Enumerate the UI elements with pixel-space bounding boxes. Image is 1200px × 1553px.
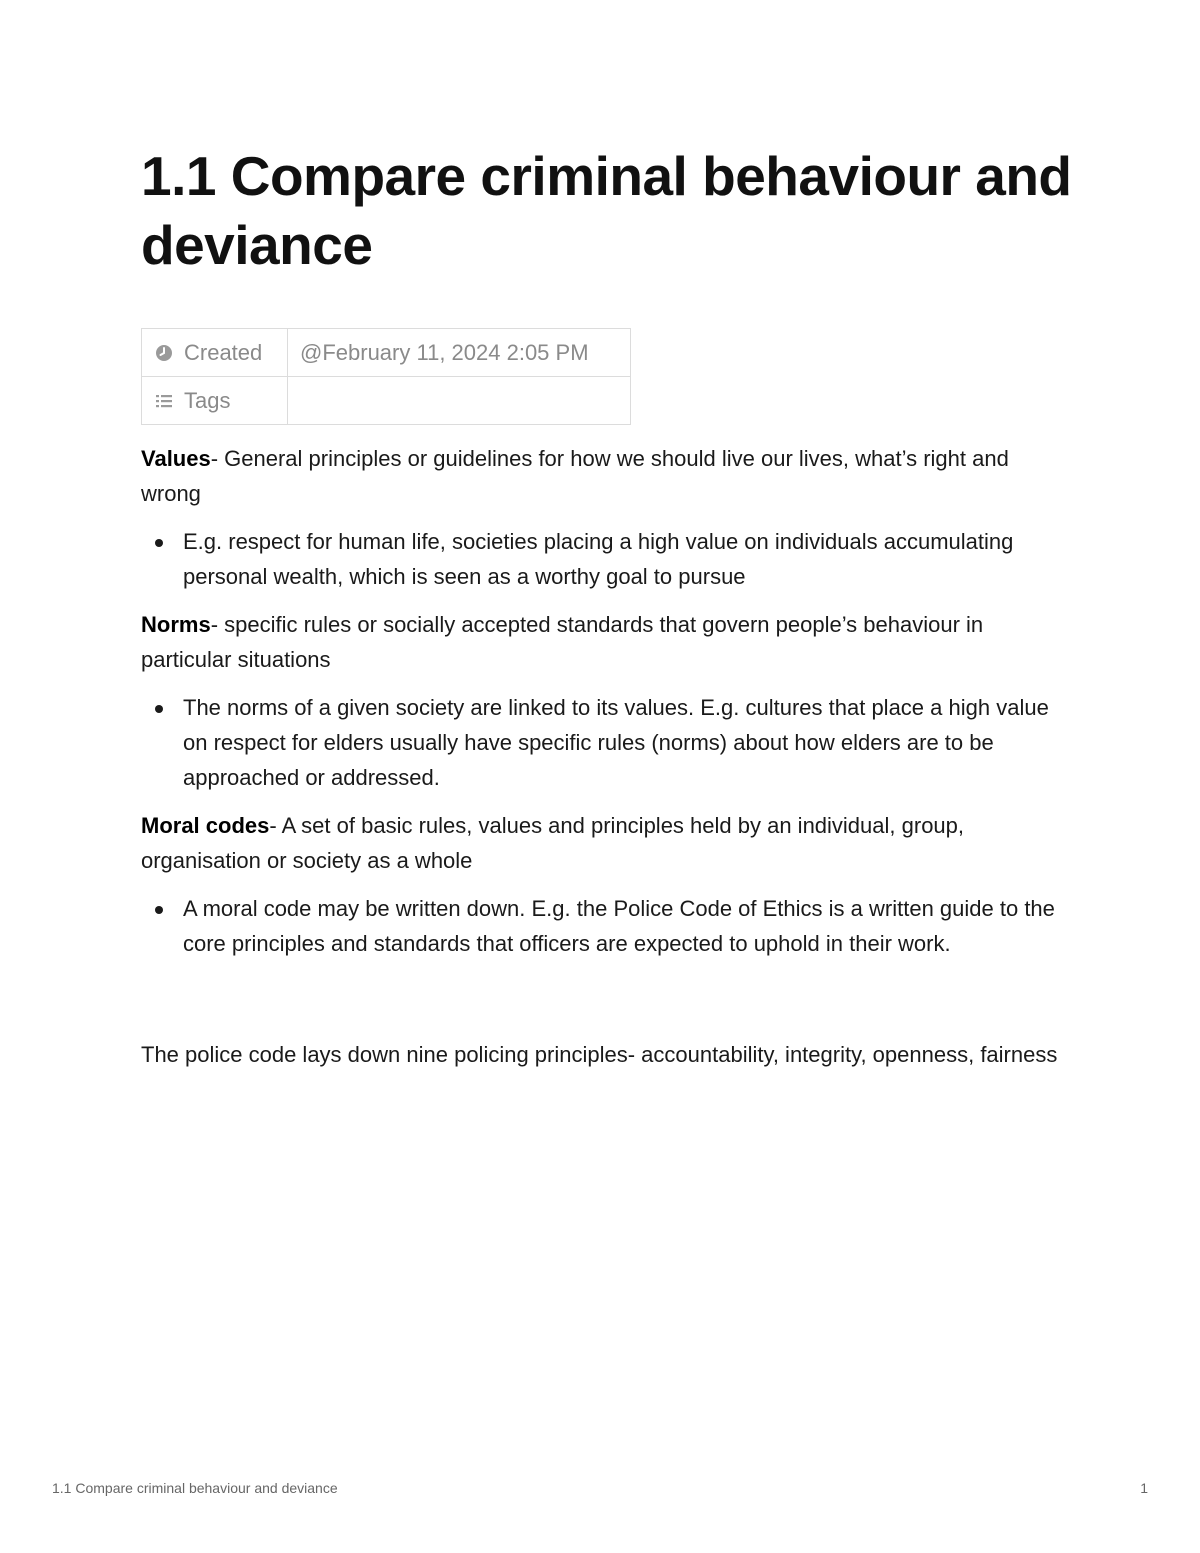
list-item [141,891,1071,961]
norms-bullet-text: The norms of a given society are linked to its values. E.g. cultures that place a high value on respect for elders usually have specific rules (norms) about how elders are to be approached or addressed. [183,695,1049,790]
empty-block [141,974,1071,1037]
footer-title: 1.1 Compare criminal behaviour and deviance [52,1480,338,1496]
norms-definition: - specific rules or socially accepted standards that govern people’s behaviour in particular situations [141,612,984,672]
moral-codes-list [141,891,1071,961]
moral-codes-paragraph [141,808,1071,878]
bullet-dot [155,539,163,547]
property-name-cell [142,329,288,377]
list-item [141,690,1071,795]
closing-paragraph: The police code lays down nine policing principles- accountability, integrity, openness, fairness [141,1042,1058,1067]
property-row-tags [142,377,631,425]
clock-icon [154,343,174,363]
norms-paragraph [141,607,1071,677]
page-title: 1.1 Compare criminal behaviour and deviance [141,145,1072,276]
values-definition: - General principles or guidelines for how we should live our lives, what’s right and wrong [141,446,1009,506]
values-list [141,524,1071,594]
values-bullet-text: E.g. respect for human life, societies placing a high value on individuals accumulating personal wealth, which is seen as a worthy goal to pursue [183,529,1014,589]
property-value-created[interactable]: @February 11, 2024 2:05 PM [288,329,631,377]
norms-term: Norms [141,612,211,637]
property-label: Created [184,339,263,365]
bullet-dot [155,705,163,713]
moral-codes-term: Moral codes [141,813,270,838]
property-name-cell [142,377,288,425]
moral-codes-definition: - A set of basic rules, values and principles held by an individual, group, organisation or society as a whole [141,813,965,873]
list-icon [154,391,174,411]
values-term: Values [141,446,211,471]
property-value-tags[interactable] [288,377,631,425]
properties-table [141,328,631,425]
property-label: Tags [184,387,231,413]
values-paragraph [141,441,1071,511]
footer-page-number: 1 [1140,1480,1148,1496]
bullet-dot [155,906,163,914]
norms-list [141,690,1071,795]
list-item [141,524,1071,594]
property-row-created [142,329,631,377]
moral-codes-bullet-text: A moral code may be written down. E.g. the Police Code of Ethics is a written guide to the core principles and standards that officers are expected to uphold in their work. [183,896,1055,956]
page-content [141,441,1071,1085]
